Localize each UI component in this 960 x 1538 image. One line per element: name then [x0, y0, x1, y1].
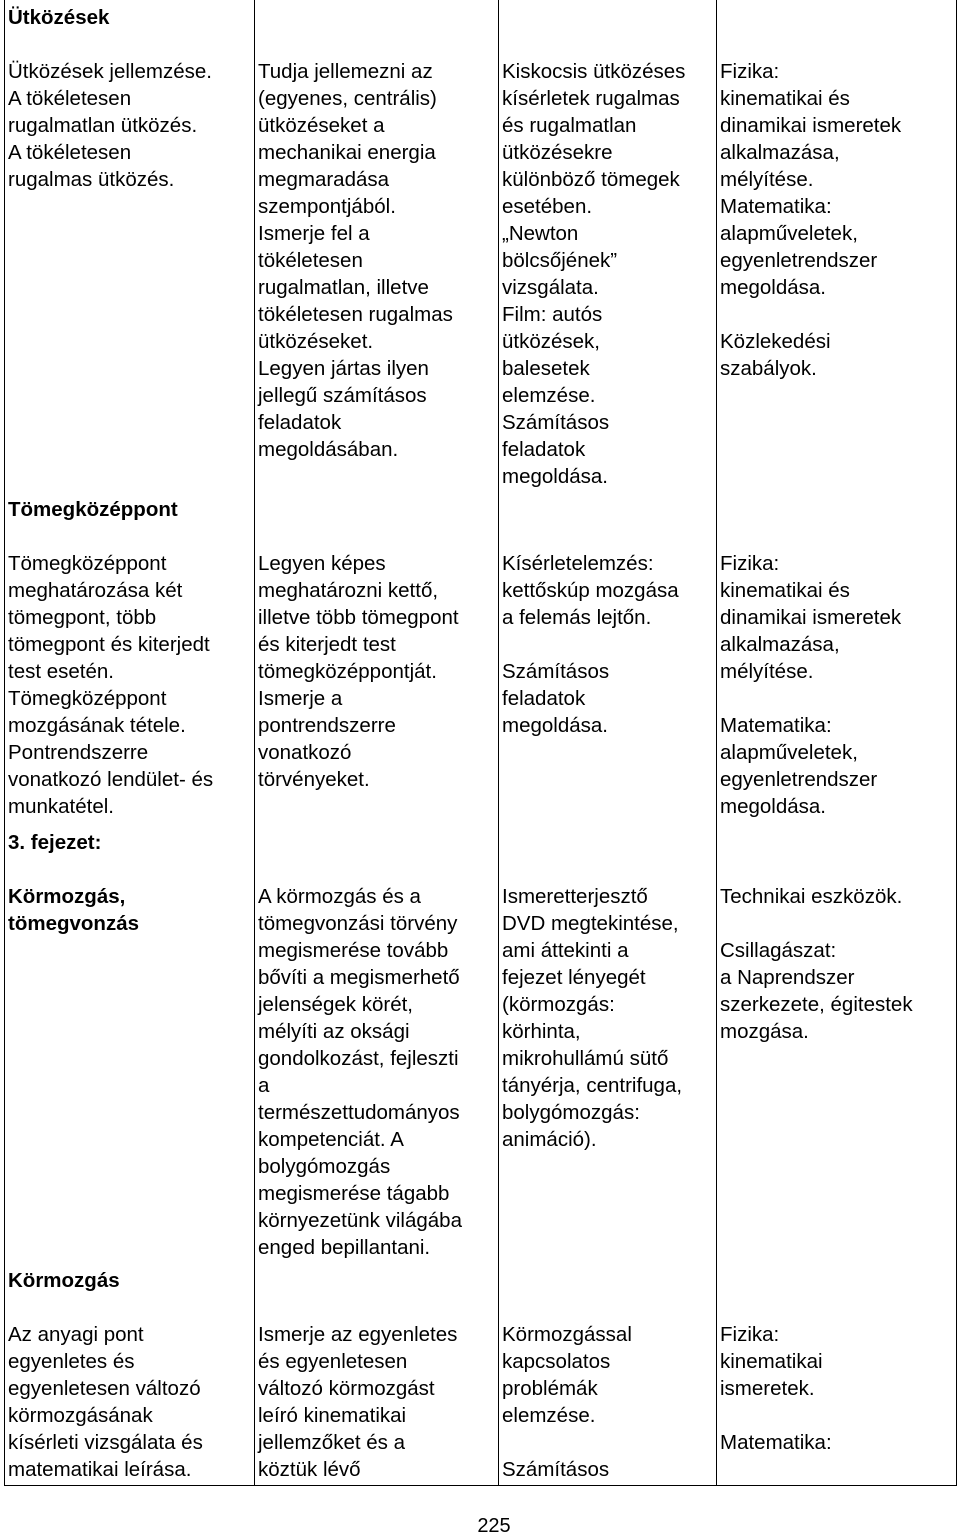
table-border-bottom [4, 1485, 957, 1486]
column-divider-3 [716, 0, 717, 1486]
chapter-label: 3. fejezet: [8, 831, 102, 854]
connections-cell: Fizika: kinematikai és dinamikai ismeretek alkalmazása, mélyítése. Matematika: alapműveletek, egyenletrendszer megoldása. [720, 552, 902, 818]
page-number: 225 [477, 1515, 511, 1537]
requirements-cell: A körmozgás és a tömegvonzási törvény megismerése tovább bővíti a megismerhető jelenségek körét, mélyíti az oksági gondolkozást, fejleszti a természettudományos kompetenciát. A bolygómozgás megismerése tágabb környezetünk világába enged bepillantani. [258, 885, 462, 1259]
requirements-cell: Ismerje az egyenletes és egyenletesen változó körmozgást leíró kinematikai jellemzőket és a köztük lévő [258, 1323, 458, 1481]
column-divider-1 [254, 0, 255, 1486]
requirements-cell: Tudja jellemezni az (egyenes, centrális) ütközéseket a mechanikai energia megmaradása szempontjából. Ismerje fel a tökéletesen rugalmatlan, illetve tökéletesen rugalmas ütközéseket. Legyen jártas ilyen jellegű számításos feladatok megoldásában. [258, 60, 453, 461]
activities-cell: Kísérletelemzés: kettőskúp mozgása a felemás lejtőn. Számításos feladatok megoldása. [502, 552, 679, 737]
section-heading-utkozesek: Ütközések [8, 6, 110, 29]
column-divider-2 [498, 0, 499, 1486]
connections-cell: Technikai eszközök. Csillagászat: a Naprendszer szerkezete, égitestek mozgása. [720, 885, 913, 1043]
connections-cell: Fizika: kinematikai ismeretek. Matematika: [720, 1323, 832, 1454]
activities-cell: Kiskocsis ütközéses kísérletek rugalmas és rugalmatlan ütközésekre különböző tömegek esetében. „Newton bölcsőjének” vizsgálata. Film: autós ütközések, balesetek elemzése. Számításos feladatok megoldása. [502, 60, 686, 488]
table-border-right [956, 0, 957, 1486]
section-heading-kormozgas: Körmozgás [8, 1269, 120, 1292]
activities-cell: Körmozgással kapcsolatos problémák elemzése. Számításos [502, 1323, 632, 1481]
section-heading-tomegkozeppont: Tömegközéppont [8, 498, 178, 521]
content-cell: Az anyagi pont egyenletes és egyenletesen változó körmozgásának kísérleti vizsgálata és matematikai leírása. [8, 1323, 203, 1481]
table-border-left [4, 0, 5, 1486]
section-heading-kormozgas-tomegvonzas: Körmozgás, tömegvonzás [8, 885, 139, 935]
connections-cell: Fizika: kinematikai és dinamikai ismeretek alkalmazása, mélyítése. Matematika: alapműveletek, egyenletrendszer megoldása. Közlekedési szabályok. [720, 60, 902, 380]
content-cell: Ütközések jellemzése. A tökéletesen rugalmatlan ütközés. A tökéletesen rugalmas ütközés. [8, 60, 212, 191]
content-cell: Tömegközéppont meghatározása két tömegpont, több tömegpont és kiterjedt test esetén. Tömegközéppont mozgásának tétele. Pontrendszerre vonatkozó lendület- és munkatétel. [8, 552, 214, 818]
activities-cell: Ismeretterjesztő DVD megtekintése, ami áttekinti a fejezet lényegét (körmozgás: körhinta, mikrohullámú sütő tányérja, centrifuga, bolygómozgás: animáció). [502, 885, 683, 1151]
requirements-cell: Legyen képes meghatározni kettő, illetve több tömegpont és kiterjedt test tömegközéppontját. Ismerje a pontrendszerre vonatkozó törvényeket. [258, 552, 459, 791]
